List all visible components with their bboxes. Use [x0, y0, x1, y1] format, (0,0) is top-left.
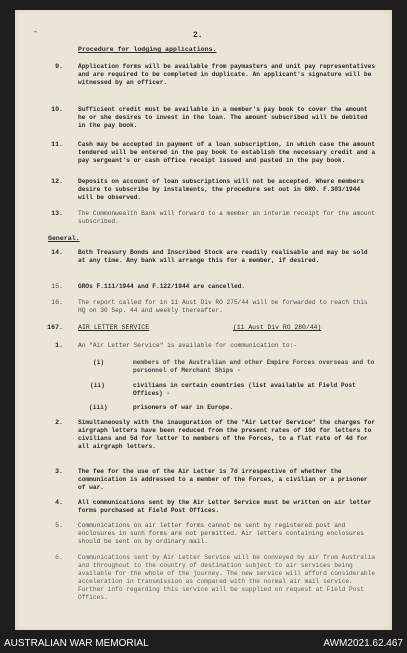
footer-accession-number: AWM2021.62.467 — [323, 638, 403, 649]
paragraph-text: All communications sent by the Air Letter Service must be written on air letter forms purchased at Field Post Offices. — [78, 499, 372, 514]
document-page — [15, 10, 392, 630]
paragraph-text: Communications on air letter forms cannot be sent by registered post and enclosures in such forms are not permitted. Air letters containing enclosures should be sent on by ordinary mail. — [78, 522, 364, 545]
top-mark: - — [33, 28, 38, 37]
paragraph-text: Deposits on account of loan subscriptions will not be accepted. Where members desire to subscribe by instalments, the procedure set out in GRO. F.303/1944 will be observed. — [78, 178, 364, 201]
paragraph-number: 12. — [51, 178, 63, 185]
section-reference: (11 Aust Div RO 280/44) — [233, 324, 322, 331]
paragraph-text: Communications sent by Air Letter Service will be conveyed by air from Australia and throughout to the country of destination subject to air services being available for the whole of the journey. The new service will afford considerable acceleration in transmission as compared with the normal air mail service. Further info regarding this service will be supplied on request at Field Post Offices. — [78, 554, 376, 601]
general-heading: General. — [48, 235, 80, 242]
paragraph-text: The report called for in 11 Aust Div RO 275/44 will be forwarded to reach this HQ on 30 Sep. 44 and weekly thereafter. — [78, 299, 368, 314]
paragraph-number: 2. — [55, 419, 63, 426]
section-title: AIR LETTER SERVICE — [78, 324, 150, 331]
paragraph-text: Cash may be accepted in payment of a loan subscription, in which case the amount tendered will be entered in the pay book to establish the necessary credit and a pay sergeant's or cash office receipt issued and pasted in the pay book. — [78, 141, 376, 164]
section-number: 167. — [47, 324, 63, 331]
subitem-label: (iii) — [89, 404, 108, 411]
paragraph-number: 9. — [55, 63, 63, 70]
paragraph-number: 1. — [55, 342, 63, 349]
subitem-label: (ii) — [90, 382, 105, 389]
paragraph-text: The fee for the use of the Air Letter is 7d irrespective of whether the communication is addressed to a member of the Forces, a civilian or a prisoner of war. — [78, 468, 368, 491]
paragraph-number: 4. — [55, 499, 63, 506]
paragraph-number: 3. — [55, 468, 63, 475]
subitem-label: (i) — [93, 359, 105, 366]
paragraph-text: Simultaneously with the inauguration of the "Air Letter Service" the charges for airgraph letters have been reduced from the present rates of 10d for letters to civilians and 5d for letter to members of the Forces, to a flat rate of 4d for all airgraph letters. — [78, 419, 376, 450]
page-number: 2. — [193, 31, 203, 40]
paragraph-text: Application forms will be available from paymasters and unit pay representatives and are required to be completed in duplicate. An applicant's signature will be witnessed by an officer. — [78, 63, 376, 86]
subitem-text: civilians in certain countries (list available at Field Post Offices) - — [133, 382, 356, 397]
paragraph-number: 15. — [51, 283, 63, 290]
paragraph-text: The Commonwealth Bank will forward to a member an interim receipt for the amount subscribed. — [78, 210, 376, 225]
paragraph-text: Both Treasury Bonds and Inscribed Stock are readily realisable and may be sold at any time. Any bank will arrange this for a member, if desired. — [78, 249, 368, 264]
paragraph-text: An "Air Letter Service" is available for communication to:- — [78, 342, 298, 349]
paragraph-number: 5. — [55, 522, 63, 529]
paragraph-number: 16. — [51, 299, 63, 306]
subitem-text: members of the Australian and other Empire Forces overseas and to personnel of Merchant Ships - — [133, 359, 375, 374]
paragraph-number: 11. — [51, 141, 63, 148]
procedure-heading: Procedure for lodging applications. — [78, 46, 217, 53]
paragraph-number: 14. — [51, 249, 63, 256]
paragraph-number: 6. — [55, 554, 63, 561]
paragraph-number: 13. — [51, 210, 63, 217]
paragraph-text: Sufficient credit must be available in a member's pay book to cover the amount he or she desires to invest in the loan. The amount subscribed will be debited in the pay book. — [78, 106, 368, 129]
footer-source: AUSTRALIAN WAR MEMORIAL — [4, 638, 149, 649]
subitem-text: prisoners of war in Europe. — [133, 404, 234, 411]
paragraph-text: GROs F.111/1944 and F.122/1944 are cancelled. — [78, 283, 246, 290]
paragraph-number: 10. — [51, 106, 63, 113]
